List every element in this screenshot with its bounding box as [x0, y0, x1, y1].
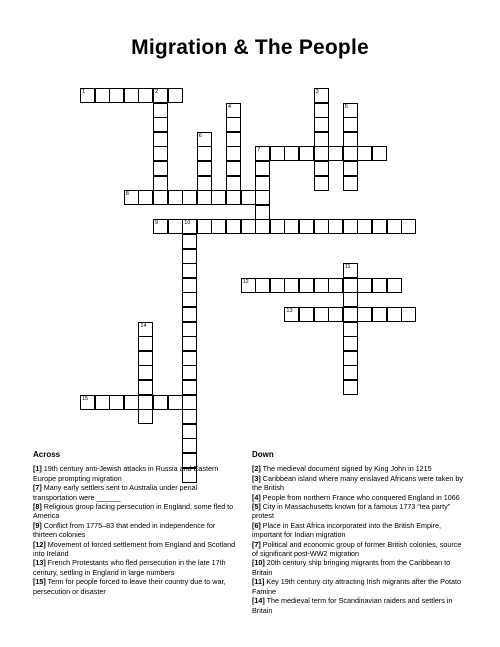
- grid-cell[interactable]: [197, 219, 212, 234]
- across-clue: [33, 577, 241, 596]
- grid-cell[interactable]: [182, 292, 197, 307]
- grid-cell[interactable]: [343, 380, 358, 395]
- grid-cell[interactable]: [343, 351, 358, 366]
- grid-cell[interactable]: [314, 88, 329, 103]
- grid-cell[interactable]: [182, 190, 197, 205]
- across-clue: [33, 558, 241, 577]
- grid-cell[interactable]: [182, 380, 197, 395]
- clue-number: [12]: [33, 539, 46, 549]
- grid-cell[interactable]: [211, 219, 226, 234]
- clue-number: [1]: [33, 464, 42, 474]
- grid-cell[interactable]: [357, 146, 372, 161]
- down-clue: [252, 464, 464, 473]
- grid-cell[interactable]: [182, 234, 197, 249]
- grid-cell[interactable]: [255, 190, 270, 205]
- across-clue: [33, 540, 241, 559]
- grid-cell[interactable]: [153, 132, 168, 147]
- grid-cell[interactable]: [168, 88, 183, 103]
- down-clue-list: [252, 464, 464, 615]
- grid-cell[interactable]: [343, 161, 358, 176]
- grid-cell[interactable]: [124, 190, 139, 205]
- grid-cell[interactable]: [109, 395, 124, 410]
- clue-number: [8]: [33, 502, 42, 512]
- across-clue: [33, 464, 241, 483]
- clue-text: Place in East Africa incorporated into the British Empire, important for Indian migration: [252, 520, 441, 540]
- grid-cell[interactable]: [197, 146, 212, 161]
- grid-cell[interactable]: [314, 117, 329, 132]
- grid-cell[interactable]: [255, 219, 270, 234]
- down-clue: [252, 596, 464, 615]
- grid-cell[interactable]: [343, 278, 358, 293]
- grid-cell[interactable]: [343, 132, 358, 147]
- grid-cell[interactable]: [153, 161, 168, 176]
- grid-cell[interactable]: [343, 307, 358, 322]
- grid-cell[interactable]: [241, 278, 256, 293]
- grid-cell[interactable]: [299, 146, 314, 161]
- grid-cell[interactable]: [138, 395, 153, 410]
- clue-text: Conflict from 1775–83 that ended in independence for thirteen colonies: [33, 520, 216, 540]
- grid-cell[interactable]: [343, 365, 358, 380]
- grid-cell[interactable]: [182, 409, 197, 424]
- grid-cell[interactable]: [153, 395, 168, 410]
- down-clue: [252, 502, 464, 521]
- grid-cell[interactable]: [182, 336, 197, 351]
- clue-number: [10]: [252, 558, 265, 568]
- grid-cell[interactable]: [182, 424, 197, 439]
- clue-text: City in Massachusetts known for a famous 1773 “tea party” protest: [252, 502, 451, 521]
- grid-cell[interactable]: [314, 161, 329, 176]
- grid-cell[interactable]: [314, 278, 329, 293]
- clue-text: French Protestants who fled persecution in the late 17th century, settling in England in large numbers: [33, 558, 226, 577]
- clue-number: [2]: [252, 464, 261, 474]
- clue-text: Many early settlers sent to Australia under penal transportation were ______: [33, 483, 198, 502]
- grid-cell[interactable]: [255, 161, 270, 176]
- grid-cell[interactable]: [328, 146, 343, 161]
- grid-cell[interactable]: [153, 190, 168, 205]
- grid-cell[interactable]: [401, 219, 416, 234]
- grid-cell[interactable]: [168, 395, 183, 410]
- grid-cell[interactable]: [387, 219, 402, 234]
- down-clue: [252, 474, 464, 493]
- grid-cell[interactable]: [168, 190, 183, 205]
- down-clue: [252, 493, 464, 502]
- clue-text: Term for people forced to leave their country due to war, persecution or disaster: [33, 577, 226, 596]
- clue-number: [4]: [252, 492, 261, 502]
- clue-number: [13]: [33, 558, 46, 568]
- down-clue: [252, 577, 464, 596]
- grid-cell[interactable]: [387, 278, 402, 293]
- grid-cell[interactable]: [314, 307, 329, 322]
- grid-cell[interactable]: [197, 132, 212, 147]
- grid-cell[interactable]: [197, 161, 212, 176]
- down-heading: Down: [252, 450, 274, 459]
- clue-number: [6]: [252, 520, 261, 530]
- grid-cell[interactable]: [343, 117, 358, 132]
- grid-cell[interactable]: [226, 190, 241, 205]
- grid-cell[interactable]: [343, 263, 358, 278]
- grid-cell[interactable]: [80, 88, 95, 103]
- across-clue: [33, 521, 241, 540]
- clue-text: Religious group facing persecution in England, some fled to America: [33, 502, 234, 521]
- grid-cell[interactable]: [182, 351, 197, 366]
- cell-number: 8: [125, 191, 129, 198]
- grid-cell[interactable]: [182, 365, 197, 380]
- clue-number: [5]: [252, 502, 261, 512]
- grid-cell[interactable]: [95, 395, 110, 410]
- clue-number: [9]: [33, 520, 42, 530]
- cell-number: 3: [315, 89, 319, 95]
- grid-cell[interactable]: [357, 278, 372, 293]
- grid-cell[interactable]: [328, 278, 343, 293]
- grid-cell[interactable]: [168, 219, 183, 234]
- grid-cell[interactable]: [138, 322, 153, 337]
- grid-cell[interactable]: [95, 88, 110, 103]
- grid-cell[interactable]: [343, 322, 358, 337]
- clue-number: [11]: [252, 577, 265, 587]
- grid-cell[interactable]: [255, 146, 270, 161]
- grid-cell[interactable]: [284, 307, 299, 322]
- grid-cell[interactable]: [138, 380, 153, 395]
- grid-cell[interactable]: [372, 219, 387, 234]
- down-clue: [252, 540, 464, 559]
- clue-text: Key 19th century city attracting Irish migrants after the Potato Famine: [252, 577, 461, 596]
- down-clue: [252, 521, 464, 540]
- grid-cell[interactable]: [124, 88, 139, 103]
- grid-cell[interactable]: [226, 117, 241, 132]
- grid-cell[interactable]: [372, 278, 387, 293]
- grid-cell[interactable]: [138, 351, 153, 366]
- clue-text: People from northern France who conquered England in 1066: [260, 492, 460, 502]
- grid-cell[interactable]: [153, 176, 168, 191]
- grid-cell[interactable]: [153, 146, 168, 161]
- grid-cell[interactable]: [226, 146, 241, 161]
- grid-cell[interactable]: [226, 103, 241, 118]
- grid-cell[interactable]: [182, 395, 197, 410]
- grid-cell[interactable]: [357, 307, 372, 322]
- grid-cell[interactable]: [153, 88, 168, 103]
- clue-number: [7]: [252, 539, 261, 549]
- clue-text: 20th century ship bringing migrants from the Caribbean to Britain: [252, 558, 451, 577]
- clue-text: Political and economic group of former British colonies, source of significant post-WW2 migration: [252, 539, 462, 559]
- cell-number: 12: [242, 278, 249, 285]
- across-clue-list: [33, 464, 241, 596]
- cell-number: 13: [286, 308, 293, 314]
- down-clues: [252, 450, 464, 615]
- puzzle-title: Migration & The People: [131, 36, 369, 59]
- cell-number: 2: [155, 89, 159, 95]
- grid-cell[interactable]: [138, 365, 153, 380]
- grid-cell[interactable]: [343, 292, 358, 307]
- clue-text: Movement of forced settlement from England and Scotland into Ireland: [33, 539, 236, 559]
- grid-cell[interactable]: [138, 336, 153, 351]
- cell-number: 5: [344, 103, 348, 110]
- cell-number: 15: [82, 395, 89, 402]
- clue-text: The medieval document signed by King John in 1215: [260, 464, 432, 474]
- grid-cell[interactable]: [124, 395, 139, 410]
- grid-cell[interactable]: [314, 103, 329, 118]
- grid-cell[interactable]: [387, 307, 402, 322]
- grid-cell[interactable]: [328, 307, 343, 322]
- grid-cell[interactable]: [284, 146, 299, 161]
- grid-cell[interactable]: [343, 176, 358, 191]
- grid-cell[interactable]: [372, 146, 387, 161]
- grid-cell[interactable]: [314, 176, 329, 191]
- cell-number: 9: [155, 220, 159, 227]
- grid-cell[interactable]: [138, 409, 153, 424]
- grid-cell[interactable]: [241, 190, 256, 205]
- grid-cell[interactable]: [226, 219, 241, 234]
- grid-cell[interactable]: [299, 307, 314, 322]
- grid-cell[interactable]: [182, 219, 197, 234]
- grid-cell[interactable]: [138, 190, 153, 205]
- grid-cell[interactable]: [343, 336, 358, 351]
- across-clue: [33, 502, 241, 521]
- clue-number: [7]: [33, 483, 42, 493]
- grid-cell[interactable]: [197, 190, 212, 205]
- clue-text: The medieval term for Scandinavian raiders and settlers in Britain: [252, 596, 453, 615]
- cell-number: 7: [257, 147, 261, 154]
- cell-number: 6: [198, 132, 202, 139]
- grid-cell[interactable]: [270, 219, 285, 234]
- cell-number: 1: [82, 89, 86, 95]
- across-clue: [33, 483, 241, 502]
- down-clue: [252, 558, 464, 577]
- cell-number: 11: [344, 264, 351, 271]
- grid-cell[interactable]: [255, 205, 270, 220]
- grid-cell[interactable]: [284, 278, 299, 293]
- grid-cell[interactable]: [270, 278, 285, 293]
- grid-cell[interactable]: [153, 219, 168, 234]
- cell-number: 14: [140, 322, 147, 329]
- grid-cell[interactable]: [182, 322, 197, 337]
- grid-cell[interactable]: [357, 219, 372, 234]
- grid-cell[interactable]: [226, 161, 241, 176]
- grid-cell[interactable]: [255, 278, 270, 293]
- grid-cell[interactable]: [255, 176, 270, 191]
- grid-cell[interactable]: [343, 219, 358, 234]
- clue-number: [3]: [252, 473, 261, 483]
- grid-cell[interactable]: [299, 219, 314, 234]
- grid-cell[interactable]: [153, 117, 168, 132]
- cell-number: 10: [184, 220, 191, 227]
- grid-cell[interactable]: [270, 146, 285, 161]
- grid-cell[interactable]: [401, 307, 416, 322]
- grid-cell[interactable]: [226, 176, 241, 191]
- grid-cell[interactable]: [80, 395, 95, 410]
- grid-cell[interactable]: [314, 146, 329, 161]
- grid-cell[interactable]: [314, 219, 329, 234]
- grid-cell[interactable]: [153, 103, 168, 118]
- cell-number: 4: [228, 103, 232, 110]
- grid-cell[interactable]: [241, 219, 256, 234]
- grid-cell[interactable]: [284, 219, 299, 234]
- grid-cell[interactable]: [328, 219, 343, 234]
- grid-cell[interactable]: [226, 132, 241, 147]
- clue-number: [15]: [33, 577, 46, 587]
- clue-text: Caribbean island where many enslaved Africans were taken by the British: [252, 473, 463, 493]
- across-clues: [33, 450, 241, 596]
- grid-cell[interactable]: [343, 146, 358, 161]
- across-heading: Across: [33, 450, 61, 459]
- grid-cell[interactable]: [343, 103, 358, 118]
- grid-cell[interactable]: [138, 88, 153, 103]
- grid-cell[interactable]: [314, 132, 329, 147]
- clue-text: 19th century anti-Jewish attacks in Russia and Eastern Europe prompting migration: [33, 464, 219, 483]
- grid-cell[interactable]: [197, 176, 212, 191]
- grid-cell[interactable]: [182, 249, 197, 264]
- grid-cell[interactable]: [182, 278, 197, 293]
- grid-cell[interactable]: [211, 190, 226, 205]
- grid-cell[interactable]: [182, 263, 197, 278]
- grid-cell[interactable]: [299, 278, 314, 293]
- grid-cell[interactable]: [109, 88, 124, 103]
- grid-cell[interactable]: [182, 307, 197, 322]
- grid-cell[interactable]: [372, 307, 387, 322]
- clue-number: [14]: [252, 596, 265, 606]
